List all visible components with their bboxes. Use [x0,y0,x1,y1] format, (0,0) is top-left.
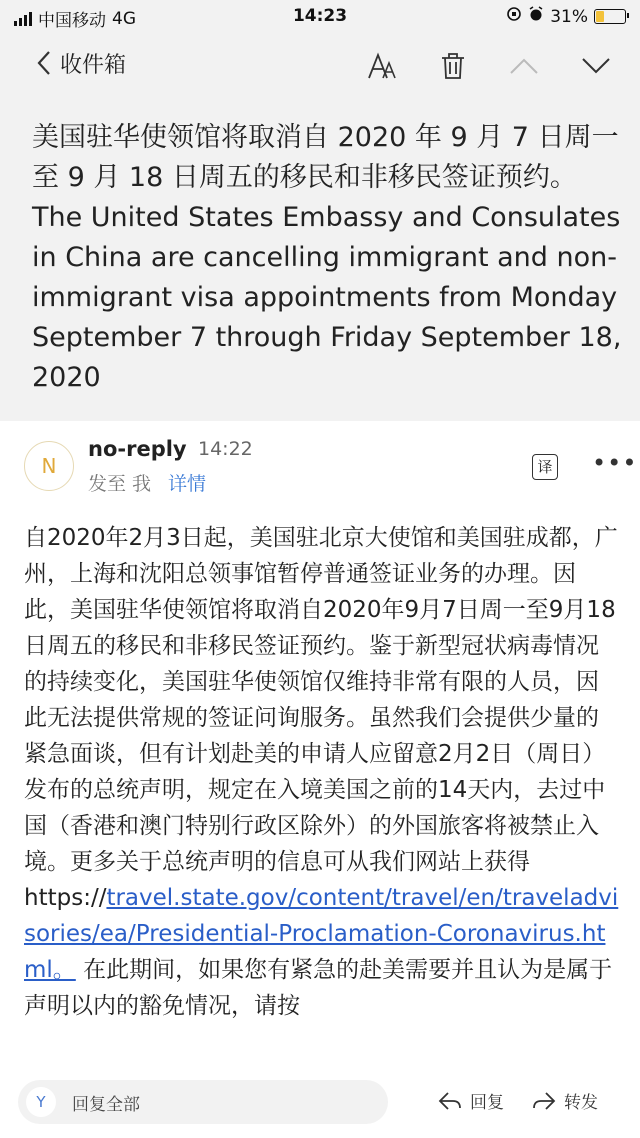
sender-name[interactable]: no-reply [88,437,187,461]
chevron-left-icon [36,50,52,78]
rotation-lock-icon [506,6,522,27]
reply-label: 回复 [470,1093,504,1113]
translate-icon[interactable]: 译 [532,454,558,480]
body-paragraph: 自2020年2月3日起，美国驻北京大使馆和美国驻成都，广州，上海和沈阳总领事馆暂停普通签证业务的办理。因此，美国驻华使领馆将取消自2020年9月7日周一至9月18日周五的移民和非移民签证预约。鉴于新型冠状病毒情况的持续变化，美国驻华使领馆仅维持非常有限的人员，因此无法提供常规的签证问询服务。虽然我们会提供少量的紧急面谈，但有计划赴美的申请人应留意2月2日（周日）发布的总统声明，规定在入境美国之前的14天内，去过中国（香港和澳门特别行政区除外）的外国旅客将被禁止入境。更多关于总统声明的信息可从我们网站上获得 [24,525,618,875]
battery-icon [594,9,626,24]
back-button[interactable] [36,48,126,79]
battery-percent: 31% [550,6,588,27]
recipient-line: 发至 我 [88,473,152,495]
sender-header [0,421,640,511]
status-bar [0,0,640,34]
forward-label: 转发 [564,1093,598,1113]
status-right [506,6,626,27]
trash-icon [440,52,466,80]
back-label: 收件箱 [60,53,127,78]
email-subject: 美国驻华使领馆将取消自 2020 年 9 月 7 日周一至 9 月 18 日周五的移民和非移民签证预约。The United States Embassy and Consulates in China are cancelling immigrant and non-immigrant visa appointments from Monday September 7 through Friday September 18, 2020 [32,122,622,393]
forward-button[interactable] [532,1088,598,1113]
reply-button[interactable] [438,1088,504,1113]
toolbar [0,44,640,90]
reply-icon [438,1091,462,1111]
sent-time: 14:22 [198,438,253,460]
details-link[interactable]: 详情 [168,473,207,495]
bottom-action-bar [0,1066,640,1138]
previous-mail-button[interactable] [508,50,540,82]
proclamation-link[interactable]: travel.state.gov/content/travel/en/traveladvisories/ea/Presidential-Proclamation-Coronavirus.html。 [24,885,619,983]
delete-button[interactable] [437,50,469,82]
reply-all-label: 回复全部 [72,1094,140,1115]
next-mail-button[interactable] [580,50,612,82]
forward-icon [532,1091,556,1111]
email-body [24,520,620,1024]
body-paragraph-continued: 在此期间，如果您有紧急的赴美需要并且认为是属于声明以内的豁免情况，请按 [24,957,613,1019]
more-options-icon[interactable]: ••• [592,449,638,477]
sender-avatar[interactable]: N [24,441,74,491]
carrier-label: 中国移动 [38,11,106,31]
user-avatar: Y [26,1087,56,1117]
link-prefix: https:// [24,885,107,911]
network-label: 4G [112,8,136,29]
alarm-icon [528,6,544,27]
font-size-icon [367,52,397,80]
chevron-down-icon [581,57,611,75]
status-time: 14:23 [292,6,348,26]
reply-all-bar[interactable] [18,1080,388,1124]
font-size-button[interactable] [366,50,398,82]
chevron-up-icon [509,57,539,75]
